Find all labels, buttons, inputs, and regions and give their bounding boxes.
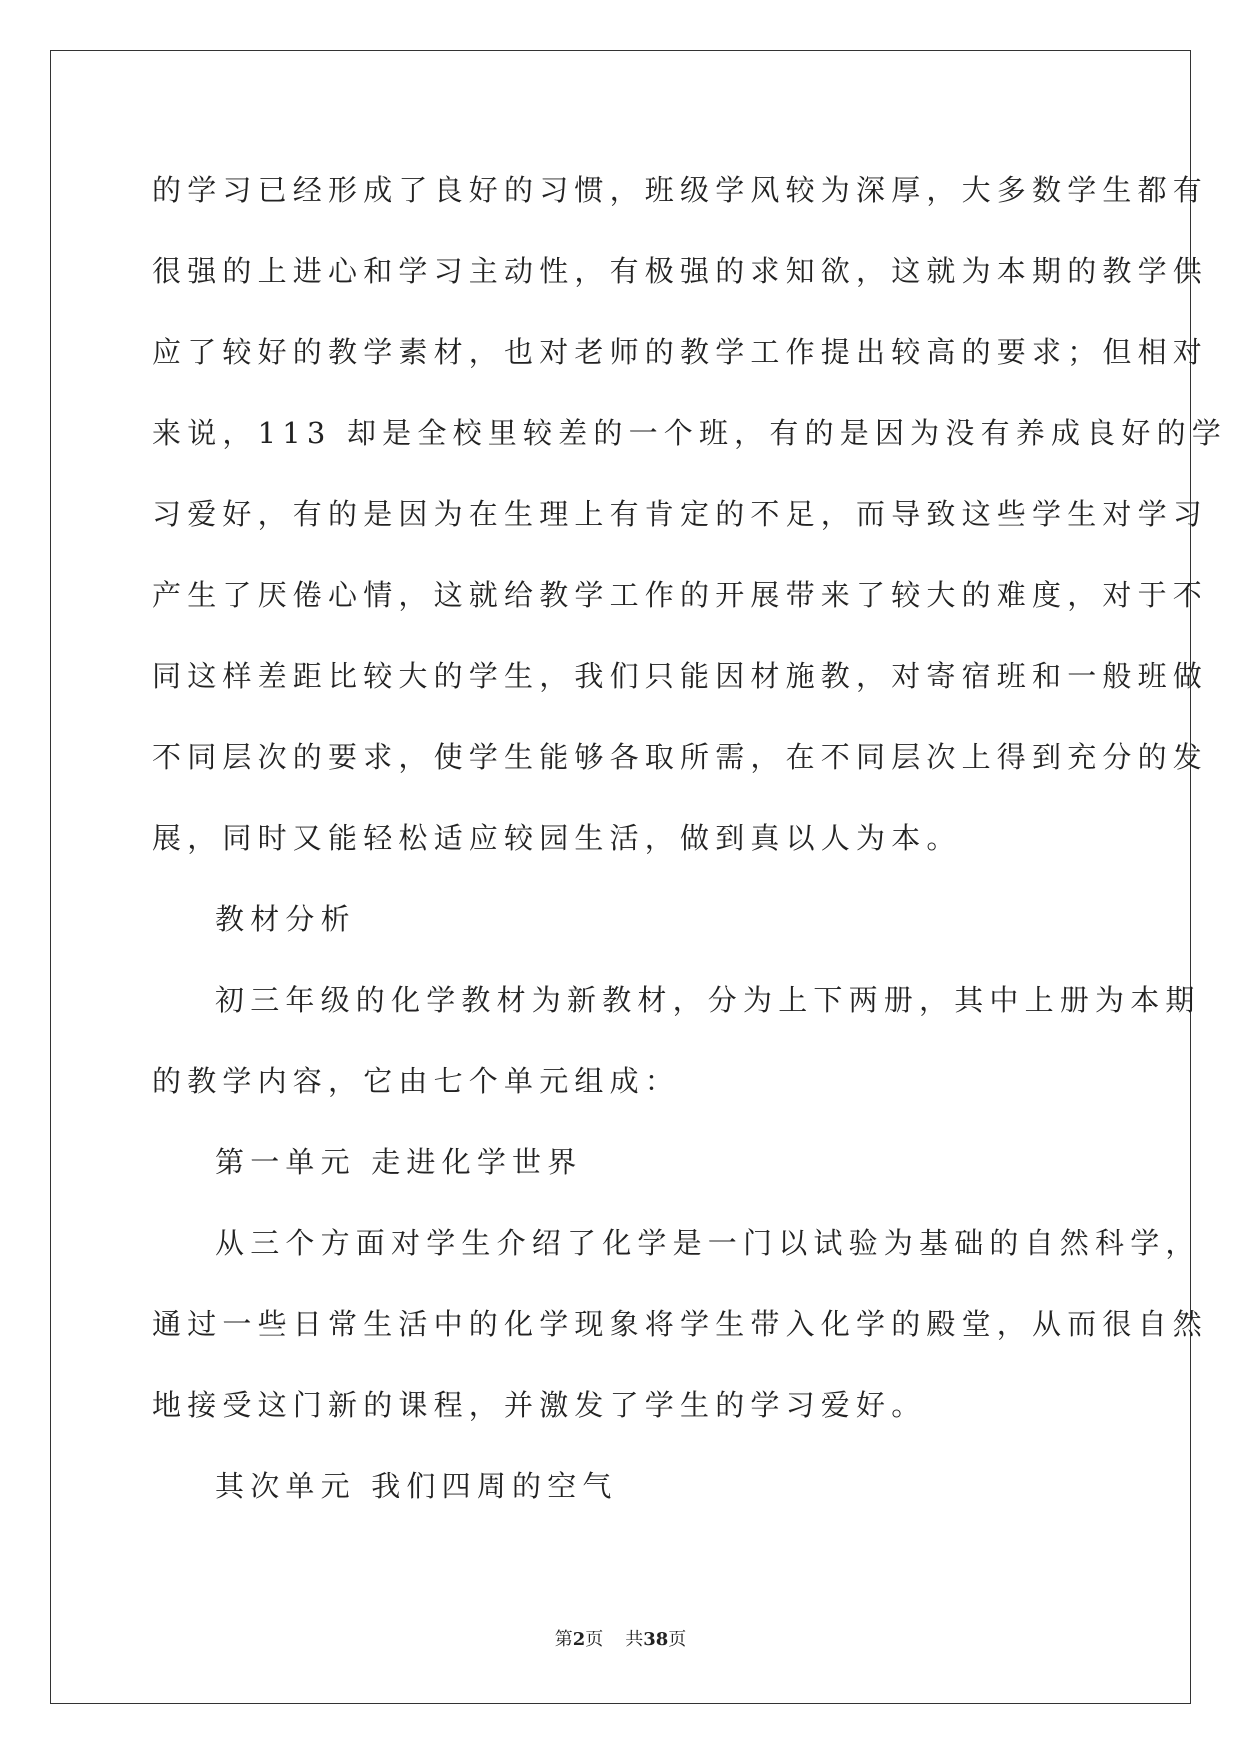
total-suffix: 页 xyxy=(668,1629,687,1650)
text-line: 同这样差距比较大的学生，我们只能因材施教，对寄宿班和一般班做 xyxy=(152,659,1209,693)
text-line: 来说，113 却是全校里较差的一个班，有的是因为没有养成良好的学 xyxy=(152,416,1227,450)
text-line: 从三个方面对学生介绍了化学是一门以试验为基础的自然科学， xyxy=(215,1226,1201,1260)
text-line: 的教学内容，它由七个单元组成： xyxy=(152,1064,681,1098)
text-line: 产生了厌倦心情，这就给教学工作的开展带来了较大的难度，对于不 xyxy=(152,578,1209,612)
page-footer xyxy=(0,1628,1241,1652)
text-line: 通过一些日常生活中的化学现象将学生带入化学的殿堂，从而很自然 xyxy=(152,1307,1209,1341)
total-prefix: 共 xyxy=(625,1629,644,1650)
text-line: 初三年级的化学教材为新教材，分为上下两册，其中上册为本期 xyxy=(215,983,1201,1017)
page-number: 2 xyxy=(572,1629,586,1650)
text-line: 的学习已经形成了良好的习惯，班级学风较为深厚，大多数学生都有 xyxy=(152,173,1209,207)
unit-heading-1: 第一单元 走进化学世界 xyxy=(215,1145,583,1179)
text-line: 不同层次的要求，使学生能够各取所需，在不同层次上得到充分的发 xyxy=(152,740,1209,774)
section-heading-textbook: 教材分析 xyxy=(215,902,356,936)
text-line: 地接受这门新的课程，并激发了学生的学习爱好。 xyxy=(152,1388,927,1422)
text-line: 展，同时又能轻松适应较园生活，做到真以人为本。 xyxy=(152,821,962,855)
total-pages: 38 xyxy=(643,1629,669,1650)
text-line: 习爱好，有的是因为在生理上有肯定的不足，而导致这些学生对学习 xyxy=(152,497,1209,531)
text-line: 应了较好的教学素材，也对老师的教学工作提出较高的要求；但相对 xyxy=(152,335,1209,369)
document-body xyxy=(152,160,1227,1537)
unit-heading-2: 其次单元 我们四周的空气 xyxy=(215,1469,618,1503)
text-line: 很强的上进心和学习主动性，有极强的求知欲，这就为本期的教学供 xyxy=(152,254,1209,288)
page-suffix: 页 xyxy=(585,1629,604,1650)
page-prefix: 第 xyxy=(554,1629,573,1650)
